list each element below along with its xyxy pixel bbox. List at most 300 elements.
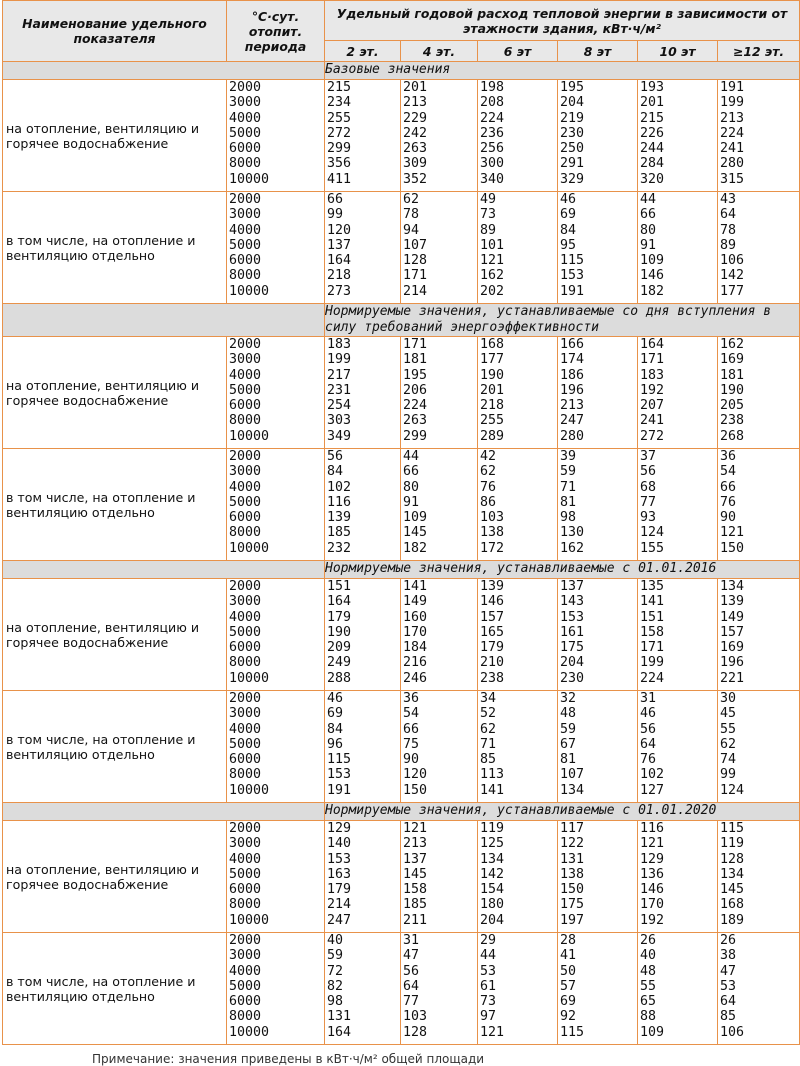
consumption-value: 175 xyxy=(560,640,585,656)
value-cell-floor-3 xyxy=(558,80,638,192)
consumption-value: 185 xyxy=(327,525,352,541)
consumption-value: 121 xyxy=(480,1024,505,1040)
consumption-value: 171 xyxy=(640,640,665,656)
consumption-value: 62 xyxy=(480,721,497,737)
section-blank-cell xyxy=(3,304,325,337)
data-group-row xyxy=(3,192,800,304)
consumption-value: 146 xyxy=(640,268,665,284)
consumption-value: 66 xyxy=(403,721,420,737)
value-cell-floor-1 xyxy=(401,192,478,304)
consumption-value: 175 xyxy=(560,897,585,913)
consumption-value: 204 xyxy=(560,655,585,671)
consumption-value: 41 xyxy=(560,948,577,964)
degree-day-value: 6000 xyxy=(229,141,262,157)
consumption-value: 180 xyxy=(480,897,505,913)
consumption-value: 150 xyxy=(403,782,428,798)
consumption-value: 77 xyxy=(640,494,657,510)
consumption-value: 162 xyxy=(720,337,745,352)
indicator-label: на отопление, вентиляцию и горячее водоснабжение xyxy=(3,821,227,933)
consumption-value: 181 xyxy=(720,367,745,383)
consumption-value: 151 xyxy=(640,609,665,625)
consumption-value: 280 xyxy=(720,156,745,172)
consumption-value: 119 xyxy=(720,836,745,852)
consumption-value: 136 xyxy=(640,866,665,882)
degree-day-value: 10000 xyxy=(229,670,270,686)
consumption-value: 149 xyxy=(403,594,428,610)
degree-day-value: 4000 xyxy=(229,479,262,495)
value-cell-floor-2 xyxy=(478,691,558,803)
consumption-value: 137 xyxy=(403,851,428,867)
consumption-value: 349 xyxy=(327,428,352,444)
consumption-value: 209 xyxy=(327,640,352,656)
consumption-value: 250 xyxy=(560,141,585,157)
degree-day-value: 6000 xyxy=(229,752,262,768)
value-cell-floor-4 xyxy=(638,192,718,304)
consumption-value: 309 xyxy=(403,156,428,172)
data-group-row xyxy=(3,449,800,561)
consumption-value: 98 xyxy=(327,994,344,1010)
consumption-value: 36 xyxy=(403,691,420,706)
value-cell-floor-2 xyxy=(478,80,558,192)
consumption-value: 139 xyxy=(480,579,505,594)
consumption-value: 39 xyxy=(560,449,577,464)
consumption-value: 171 xyxy=(403,268,428,284)
consumption-value: 145 xyxy=(720,882,745,898)
consumption-value: 142 xyxy=(480,866,505,882)
value-cell-floor-5 xyxy=(718,691,800,803)
value-cell-floor-4 xyxy=(638,933,718,1045)
consumption-value: 230 xyxy=(560,125,585,141)
value-cell-floor-5 xyxy=(718,579,800,691)
degree-day-value: 8000 xyxy=(229,655,262,671)
section-title: Нормируемые значения, устанавливаемые с 01.01.2016 xyxy=(325,561,800,579)
degree-day-value: 4000 xyxy=(229,963,262,979)
value-cell-floor-1 xyxy=(401,449,478,561)
consumption-value: 141 xyxy=(480,782,505,798)
consumption-value: 46 xyxy=(640,706,657,722)
consumption-value: 153 xyxy=(560,268,585,284)
consumption-value: 263 xyxy=(403,413,428,429)
degree-day-value: 4000 xyxy=(229,851,262,867)
consumption-value: 154 xyxy=(480,882,505,898)
degree-day-value: 6000 xyxy=(229,398,262,414)
consumption-value: 174 xyxy=(560,352,585,368)
degree-day-value: 5000 xyxy=(229,866,262,882)
consumption-value: 177 xyxy=(720,283,745,299)
consumption-value: 145 xyxy=(403,525,428,541)
consumption-value: 57 xyxy=(560,978,577,994)
value-cell-floor-5 xyxy=(718,80,800,192)
consumption-value: 59 xyxy=(327,948,344,964)
value-cell-floor-4 xyxy=(638,691,718,803)
data-group-row xyxy=(3,80,800,192)
consumption-value: 224 xyxy=(640,670,665,686)
degree-day-value: 10000 xyxy=(229,540,270,556)
degree-day-value: 10000 xyxy=(229,428,270,444)
consumption-value: 43 xyxy=(720,192,737,207)
consumption-value: 142 xyxy=(720,268,745,284)
consumption-value: 139 xyxy=(720,594,745,610)
consumption-value: 246 xyxy=(403,670,428,686)
consumption-value: 92 xyxy=(560,1009,577,1025)
consumption-value: 45 xyxy=(720,706,737,722)
consumption-value: 192 xyxy=(640,912,665,928)
consumption-value: 36 xyxy=(720,449,737,464)
consumption-value: 164 xyxy=(327,253,352,269)
consumption-value: 219 xyxy=(560,110,585,126)
header-floor-4: 10 эт xyxy=(638,41,718,62)
consumption-value: 103 xyxy=(480,510,505,526)
consumption-value: 84 xyxy=(327,721,344,737)
consumption-value: 215 xyxy=(327,80,352,95)
consumption-value: 129 xyxy=(327,821,352,836)
consumption-value: 66 xyxy=(403,464,420,480)
consumption-value: 32 xyxy=(560,691,577,706)
degree-day-value: 10000 xyxy=(229,912,270,928)
consumption-value: 195 xyxy=(403,367,428,383)
value-cell-floor-1 xyxy=(401,821,478,933)
value-cell-floor-0 xyxy=(325,821,401,933)
degree-day-value: 4000 xyxy=(229,609,262,625)
consumption-value: 54 xyxy=(403,706,420,722)
consumption-value: 155 xyxy=(640,540,665,556)
value-cell-floor-5 xyxy=(718,933,800,1045)
consumption-value: 69 xyxy=(327,706,344,722)
consumption-value: 145 xyxy=(403,866,428,882)
degree-day-value: 5000 xyxy=(229,978,262,994)
consumption-value: 184 xyxy=(403,640,428,656)
consumption-value: 64 xyxy=(720,994,737,1010)
consumption-value: 102 xyxy=(640,767,665,783)
consumption-value: 135 xyxy=(640,579,665,594)
consumption-value: 131 xyxy=(560,851,585,867)
consumption-value: 214 xyxy=(403,283,428,299)
consumption-value: 141 xyxy=(403,579,428,594)
consumption-value: 210 xyxy=(480,655,505,671)
footnote-text: Примечание: значения приведены в кВт·ч/м² общей площади xyxy=(92,1052,485,1066)
value-cell-floor-3 xyxy=(558,192,638,304)
consumption-value: 195 xyxy=(560,80,585,95)
consumption-value: 73 xyxy=(480,207,497,223)
consumption-value: 213 xyxy=(403,95,428,111)
consumption-value: 170 xyxy=(403,624,428,640)
consumption-value: 158 xyxy=(640,624,665,640)
consumption-value: 115 xyxy=(560,253,585,269)
degree-day-value: 4000 xyxy=(229,367,262,383)
consumption-value: 116 xyxy=(640,821,665,836)
consumption-value: 193 xyxy=(640,80,665,95)
consumption-value: 218 xyxy=(327,268,352,284)
consumption-value: 55 xyxy=(720,721,737,737)
degree-day-value: 6000 xyxy=(229,510,262,526)
consumption-value: 44 xyxy=(640,192,657,207)
consumption-value: 64 xyxy=(720,207,737,223)
consumption-value: 303 xyxy=(327,413,352,429)
degree-day-value: 2000 xyxy=(229,579,262,594)
consumption-value: 149 xyxy=(720,609,745,625)
consumption-value: 201 xyxy=(403,80,428,95)
indicator-label: в том числе, на отопление и вентиляцию отдельно xyxy=(3,933,227,1045)
consumption-value: 98 xyxy=(560,510,577,526)
consumption-value: 189 xyxy=(720,912,745,928)
indicator-label: на отопление, вентиляцию и горячее водоснабжение xyxy=(3,337,227,449)
consumption-value: 202 xyxy=(480,283,505,299)
consumption-value: 190 xyxy=(720,382,745,398)
consumption-value: 198 xyxy=(480,80,505,95)
consumption-value: 121 xyxy=(403,821,428,836)
consumption-value: 134 xyxy=(560,782,585,798)
consumption-value: 146 xyxy=(640,882,665,898)
consumption-value: 299 xyxy=(403,428,428,444)
consumption-value: 162 xyxy=(560,540,585,556)
consumption-value: 213 xyxy=(403,836,428,852)
value-cell-floor-1 xyxy=(401,579,478,691)
consumption-value: 34 xyxy=(480,691,497,706)
degree-day-value: 8000 xyxy=(229,525,262,541)
value-cell-floor-0 xyxy=(325,449,401,561)
indicator-label: на отопление, вентиляцию и горячее водоснабжение xyxy=(3,579,227,691)
consumption-value: 179 xyxy=(327,609,352,625)
degree-days-cell xyxy=(227,80,325,192)
degree-day-value: 3000 xyxy=(229,594,262,610)
degree-day-value: 8000 xyxy=(229,268,262,284)
consumption-value: 284 xyxy=(640,156,665,172)
value-cell-floor-4 xyxy=(638,80,718,192)
degree-day-value: 4000 xyxy=(229,721,262,737)
value-cell-floor-2 xyxy=(478,192,558,304)
consumption-value: 26 xyxy=(640,933,657,948)
consumption-value: 183 xyxy=(327,337,352,352)
consumption-value: 42 xyxy=(480,449,497,464)
consumption-value: 66 xyxy=(640,207,657,223)
consumption-value: 56 xyxy=(327,449,344,464)
consumption-value: 221 xyxy=(720,670,745,686)
consumption-value: 107 xyxy=(560,767,585,783)
consumption-value: 288 xyxy=(327,670,352,686)
consumption-value: 124 xyxy=(640,525,665,541)
value-cell-floor-5 xyxy=(718,449,800,561)
consumption-value: 162 xyxy=(480,268,505,284)
consumption-value: 94 xyxy=(403,222,420,238)
degree-day-value: 3000 xyxy=(229,207,262,223)
consumption-value: 153 xyxy=(560,609,585,625)
consumption-value: 81 xyxy=(560,494,577,510)
consumption-value: 138 xyxy=(560,866,585,882)
consumption-value: 49 xyxy=(480,192,497,207)
consumption-value: 247 xyxy=(560,413,585,429)
consumption-value: 109 xyxy=(640,253,665,269)
degree-day-value: 10000 xyxy=(229,283,270,299)
consumption-value: 47 xyxy=(403,948,420,964)
data-group-row xyxy=(3,579,800,691)
indicator-label: на отопление, вентиляцию и горячее водоснабжение xyxy=(3,80,227,192)
value-cell-floor-0 xyxy=(325,337,401,449)
consumption-value: 217 xyxy=(327,367,352,383)
consumption-value: 208 xyxy=(480,95,505,111)
degree-day-value: 3000 xyxy=(229,95,262,111)
consumption-value: 121 xyxy=(480,253,505,269)
consumption-value: 224 xyxy=(480,110,505,126)
consumption-value: 56 xyxy=(640,464,657,480)
consumption-value: 129 xyxy=(640,851,665,867)
consumption-value: 215 xyxy=(640,110,665,126)
degree-days-cell xyxy=(227,821,325,933)
consumption-value: 137 xyxy=(327,237,352,253)
consumption-value: 153 xyxy=(327,767,352,783)
consumption-value: 120 xyxy=(403,767,428,783)
consumption-value: 38 xyxy=(720,948,737,964)
consumption-value: 199 xyxy=(327,352,352,368)
consumption-value: 120 xyxy=(327,222,352,238)
consumption-value: 192 xyxy=(640,382,665,398)
consumption-value: 76 xyxy=(480,479,497,495)
degree-day-value: 2000 xyxy=(229,337,262,352)
degree-days-cell xyxy=(227,449,325,561)
consumption-value: 206 xyxy=(403,382,428,398)
consumption-value: 50 xyxy=(560,963,577,979)
consumption-value: 272 xyxy=(327,125,352,141)
consumption-value: 46 xyxy=(560,192,577,207)
consumption-value: 140 xyxy=(327,836,352,852)
degree-day-value: 2000 xyxy=(229,449,262,464)
degree-day-value: 6000 xyxy=(229,640,262,656)
consumption-value: 74 xyxy=(720,752,737,768)
value-cell-floor-5 xyxy=(718,337,800,449)
consumption-value: 315 xyxy=(720,171,745,187)
consumption-value: 52 xyxy=(480,706,497,722)
value-cell-floor-5 xyxy=(718,821,800,933)
consumption-value: 76 xyxy=(640,752,657,768)
section-title: Базовые значения xyxy=(325,62,800,80)
consumption-value: 46 xyxy=(327,691,344,706)
consumption-value: 213 xyxy=(560,398,585,414)
consumption-value: 62 xyxy=(720,736,737,752)
consumption-value: 157 xyxy=(480,609,505,625)
consumption-value: 66 xyxy=(327,192,344,207)
consumption-value: 101 xyxy=(480,237,505,253)
degree-day-value: 3000 xyxy=(229,706,262,722)
data-group-row xyxy=(3,337,800,449)
consumption-value: 153 xyxy=(327,851,352,867)
consumption-value: 128 xyxy=(403,1024,428,1040)
degree-day-value: 10000 xyxy=(229,171,270,187)
value-cell-floor-3 xyxy=(558,449,638,561)
value-cell-floor-5 xyxy=(718,192,800,304)
consumption-value: 68 xyxy=(640,479,657,495)
consumption-value: 224 xyxy=(403,398,428,414)
consumption-value: 54 xyxy=(720,464,737,480)
value-cell-floor-3 xyxy=(558,933,638,1045)
header-indicator-name: Наименование удельного показателя xyxy=(3,1,227,62)
consumption-value: 234 xyxy=(327,95,352,111)
section-header-row xyxy=(3,561,800,579)
consumption-value: 75 xyxy=(403,736,420,752)
consumption-value: 170 xyxy=(640,897,665,913)
consumption-value: 280 xyxy=(560,428,585,444)
consumption-value: 96 xyxy=(327,736,344,752)
consumption-value: 106 xyxy=(720,253,745,269)
degree-day-value: 8000 xyxy=(229,767,262,783)
consumption-value: 179 xyxy=(327,882,352,898)
consumption-value: 214 xyxy=(327,897,352,913)
value-cell-floor-4 xyxy=(638,579,718,691)
consumption-value: 226 xyxy=(640,125,665,141)
value-cell-floor-1 xyxy=(401,691,478,803)
consumption-value: 117 xyxy=(560,821,585,836)
degree-day-value: 5000 xyxy=(229,624,262,640)
value-cell-floor-4 xyxy=(638,337,718,449)
data-group-row xyxy=(3,821,800,933)
consumption-value: 150 xyxy=(560,882,585,898)
consumption-value: 256 xyxy=(480,141,505,157)
consumption-value: 340 xyxy=(480,171,505,187)
consumption-value: 88 xyxy=(640,1009,657,1025)
consumption-value: 102 xyxy=(327,479,352,495)
consumption-value: 191 xyxy=(327,782,352,798)
consumption-value: 168 xyxy=(480,337,505,352)
consumption-value: 241 xyxy=(640,413,665,429)
degree-day-value: 8000 xyxy=(229,1009,262,1025)
consumption-value: 30 xyxy=(720,691,737,706)
consumption-value: 86 xyxy=(480,494,497,510)
consumption-value: 150 xyxy=(720,540,745,556)
consumption-value: 289 xyxy=(480,428,505,444)
consumption-value: 40 xyxy=(327,933,344,948)
consumption-value: 130 xyxy=(560,525,585,541)
consumption-value: 71 xyxy=(480,736,497,752)
consumption-value: 141 xyxy=(640,594,665,610)
consumption-value: 85 xyxy=(720,1009,737,1025)
consumption-value: 197 xyxy=(560,912,585,928)
value-cell-floor-3 xyxy=(558,821,638,933)
consumption-value: 168 xyxy=(720,897,745,913)
section-header-row xyxy=(3,803,800,821)
consumption-value: 163 xyxy=(327,866,352,882)
consumption-value: 91 xyxy=(403,494,420,510)
consumption-value: 224 xyxy=(720,125,745,141)
consumption-value: 137 xyxy=(560,579,585,594)
consumption-value: 134 xyxy=(720,579,745,594)
consumption-value: 164 xyxy=(327,594,352,610)
consumption-value: 242 xyxy=(403,125,428,141)
footnote xyxy=(2,1052,799,1066)
consumption-value: 191 xyxy=(560,283,585,299)
consumption-value: 113 xyxy=(480,767,505,783)
consumption-value: 291 xyxy=(560,156,585,172)
consumption-value: 182 xyxy=(640,283,665,299)
consumption-value: 164 xyxy=(327,1024,352,1040)
value-cell-floor-4 xyxy=(638,821,718,933)
degree-day-value: 2000 xyxy=(229,192,262,207)
consumption-value: 299 xyxy=(327,141,352,157)
consumption-value: 56 xyxy=(640,721,657,737)
consumption-value: 255 xyxy=(327,110,352,126)
value-cell-floor-2 xyxy=(478,933,558,1045)
data-group-row xyxy=(3,933,800,1045)
consumption-value: 218 xyxy=(480,398,505,414)
value-cell-floor-1 xyxy=(401,337,478,449)
degree-day-value: 5000 xyxy=(229,382,262,398)
consumption-value: 272 xyxy=(640,428,665,444)
consumption-value: 181 xyxy=(403,352,428,368)
consumption-value: 199 xyxy=(640,655,665,671)
section-blank-cell xyxy=(3,62,325,80)
consumption-value: 40 xyxy=(640,948,657,964)
consumption-value: 183 xyxy=(640,367,665,383)
value-cell-floor-1 xyxy=(401,80,478,192)
consumption-value: 62 xyxy=(480,464,497,480)
consumption-value: 44 xyxy=(403,449,420,464)
